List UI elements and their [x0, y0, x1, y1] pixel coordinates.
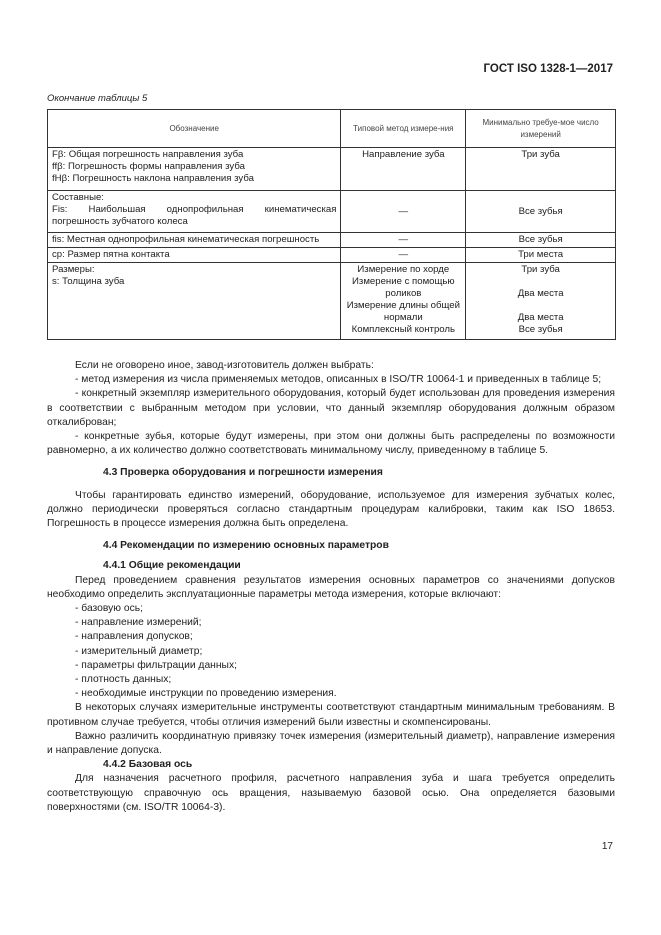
paragraph: Если не оговорено иное, завод-изготовитель должен выбрать: [75, 360, 374, 371]
cell-line: Составные: [52, 192, 104, 203]
cell-line: Fis: Наибольшая однопрофильная кинематическая погрешность зубчатого колеса [52, 204, 337, 227]
section-heading: 4.4 Рекомендации по измерению основных параметров [103, 540, 389, 552]
cell-line: fHβ: Погрешность наклона направления зуба [52, 173, 254, 184]
count-line: Два места [517, 288, 564, 299]
cell-count: Три места [466, 248, 616, 263]
cell-count: Все зубья [466, 191, 616, 233]
list-item: - необходимые инструкции по проведению измерения. [75, 688, 337, 700]
subsection-heading: 4.4.2 Базовая ось [103, 759, 193, 771]
cell-method: — [341, 191, 466, 233]
list-item: - направление измерений; [75, 617, 202, 629]
list-item: - направления допусков; [75, 631, 193, 643]
table-row [48, 148, 616, 191]
count-line: Три зуба [521, 264, 560, 275]
page-number: 17 [601, 841, 613, 852]
list-item: - измерительный диаметр; [75, 645, 203, 657]
cell-method: — [341, 248, 466, 263]
count-line: Все зубья [518, 324, 563, 335]
list-item: - плотность данных; [75, 674, 172, 686]
col-header: Минимально требуе-мое число измерений [466, 110, 616, 148]
method-line: Измерение с помощью роликов [352, 276, 455, 299]
paragraph: - метод измерения из числа применяемых методов, описанных в ISO/TR 10064-1 и приведенных в таблице 5; [75, 374, 602, 386]
cell-method: — [341, 233, 466, 248]
table-header-row [48, 110, 616, 148]
cell-count: Все зубья [466, 233, 616, 248]
cell-line: s: Толщина зуба [52, 276, 125, 287]
list-item: - базовую ось; [75, 603, 143, 615]
body-text [47, 359, 615, 815]
document-header: ГОСТ ISO 1328-1—2017 [483, 63, 613, 75]
table-caption: Окончание таблицы 5 [47, 93, 148, 104]
method-line: Комплексный контроль [351, 324, 455, 335]
cell-line: fis: Местная однопрофильная кинематическая погрешность [48, 233, 341, 248]
table-row [48, 263, 616, 340]
col-header: Типовой метод измере-ния [341, 110, 466, 148]
table-row [48, 191, 616, 233]
list-item: - параметры фильтрации данных; [75, 659, 237, 671]
method-line: Измерение длины общей нормали [346, 300, 460, 323]
paragraph: Важно различить координатную привязку точек измерения (измерительный диаметр), направление измерения и направление допуска. [47, 730, 615, 757]
paragraph: В некоторых случаях измерительные инструменты соответствуют стандартным минимальным требованиям. В противном случае требуется, чтобы отличия измерений были известны и скомпенсированы. [47, 702, 615, 728]
paragraph: - конкретные зубья, которые будут измерены, при этом они должны быть распределены по возможности равномерно, а их количество должно соответствовать минимальному числу, приведенному в таблице 5. [47, 431, 615, 457]
cell-count: Три зуба [466, 148, 616, 191]
paragraph: Перед проведением сравнения результатов измерения основных параметров со значениями допусков необходимо определить эксплуатационные параметры метода измерения, которые включают: [47, 574, 615, 600]
col-header: Обозначение [48, 110, 341, 148]
cell-line: ffβ: Погрешность формы направления зуба [52, 161, 245, 172]
paragraph: Чтобы гарантировать единство измерений, оборудование, используемое для измерения зубчатых колес, должно периодически проверяться согласно стандартным процедурам калибровки, таким как ISO 18653. Погрешность в процессе измерения должна быть определена. [47, 489, 615, 530]
cell-method: Направление зуба [341, 148, 466, 191]
cell-line: Fβ: Общая погрешность направления зуба [52, 149, 244, 160]
paragraph: Для назначения расчетного профиля, расчетного направления зуба и шага требуется определить соответствующую справочную ось вращения, называемую базовой осью. Она определяется базовыми поверхностями (см. ISO/TR 10064-3). [47, 773, 615, 813]
table-row [48, 248, 616, 263]
cell-line: Размеры: [52, 264, 95, 275]
method-line: Измерение по хорде [357, 264, 450, 275]
measurement-table [47, 109, 616, 340]
cell-line: cp: Размер пятна контакта [48, 248, 341, 263]
subsection-heading: 4.4.1 Общие рекомендации [103, 560, 241, 572]
table-row [48, 233, 616, 248]
count-line: Два места [517, 312, 564, 323]
section-heading: 4.3 Проверка оборудования и погрешности измерения [103, 467, 383, 479]
paragraph: - конкретный экземпляр измерительного оборудования, который будет использован для проведения измерения в соответствии с выбранным методом при условии, что данный экземпляр оборудования должным образом откалиброван; [47, 388, 615, 428]
